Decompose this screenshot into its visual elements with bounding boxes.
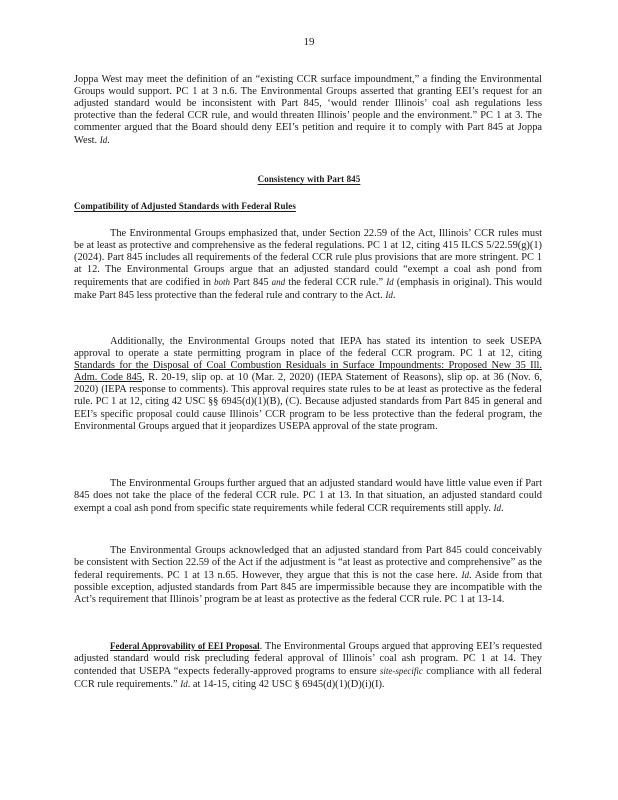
paragraph-usepa-approval [74, 336, 542, 433]
paragraph-text: . Aside from that possible exception, adjusted standards from Part 845 are impermissible because they are incompatible with the Act’s requirement that Illinois’ program be at least as protective as the federal CCR rule. PC 1 at 13-14. [74, 570, 542, 606]
subsection-heading-compatibility: Compatibility of Adjusted Standards with Federal Rules [74, 201, 296, 211]
paragraph-text: Joppa West may meet the definition of an “existing CCR surface impoundment,” a finding the Environmental Groups would support. PC 1 at 3 n.6. The Environmental Groups asserted that granting EEI’s request for an adjusted standard would be inconsistent with Part 845, ‘would render Illinois’ coal ash regulations less protective than the federal CCR rule, and would threaten Illinois’ people and the environment.” PC 1 at 3. The commenter argued that the Board should deny EEI’s petition and require it to comply with Part 845 at Joppa West. [74, 74, 542, 147]
paragraph-text: Part 845 [233, 277, 269, 289]
paragraph-text: The Environmental Groups emphasized that, under Section 22.59 of the Act, Illinois’ CCR rules must be at least as protective and comprehensive as the federal regulations. PC 1 at 12, citing 415 ILCS 5/22.59(g)(1) (2024). Part 845 includes all requirements of the federal CCR rule plus provisions that are more stringent. PC 1 at 12. The Environmental Groups argue that an adjusted standard could “exempt a coal ash pond from requirements that are codified in [74, 228, 542, 289]
paragraph-acknowledge [74, 545, 542, 606]
citation-id: Id [99, 135, 108, 146]
emphasis-and: and [271, 277, 286, 288]
citation-id: Id [461, 570, 469, 581]
inline-heading-federal-approvability: Federal Approvability of EEI Proposal [110, 641, 260, 651]
paragraph-text: the federal CCR rule.” [288, 277, 384, 289]
paragraph-little-value [74, 478, 542, 515]
citation-id: Id [385, 290, 393, 301]
section-heading-consistency: Consistency with Part 845 [257, 174, 361, 184]
rulemaking-title: Standards for the Disposal of Coal Combustion Residuals in Surface Impoundments: Proposed New 35 Ill. Adm. Code 845 [74, 360, 542, 384]
citation-id: Id [386, 277, 394, 288]
paragraph-text: , R. 20-19, slip op. at 10 (Mar. 2, 2020) (IEPA Statement of Reasons), slip op. at 36 (Nov. 6, 2020) (IEPA response to comments). This approval requires state rules to be at least as protective as the federal rule. PC 1 at 12, citing 42 USC §§ 6945(d)(1)(B), (C). Because adjusted standards from Part 845 in general and EEI’s specific proposal could cause Illinois’ CCR program to be less protective than the federal program, the Environmental Groups argued that it jeopardizes USEPA approval of the state program. [74, 372, 543, 432]
paragraph-text: . The Environmental Groups argued that approving EEI’s requested adjusted standard would risk precluding federal approval of Illinois’ coal ash program. PC 1 at 14. They contended that USEPA “expects federally-approved programs to ensure [74, 641, 542, 678]
paragraph-text: (emphasis in original). This would make Part 845 less protective than the federal rule and contrary to the Act. [74, 277, 542, 302]
punctuation: . [392, 290, 396, 302]
paragraph-text: compliance with all federal CCR rule requirements.” [74, 666, 542, 691]
emphasis-site-specific: site-specific [379, 666, 423, 677]
page-number: 19 [303, 36, 315, 48]
punctuation: . [500, 503, 504, 515]
punctuation: . [107, 135, 110, 147]
paragraph-section-22-59 [74, 228, 542, 303]
paragraph-text: The Environmental Groups further argued that an adjusted standard would have little value even if Part 845 does not take the place of the federal CCR rule. PC 1 at 13. In that situation, an adjusted standard could exempt a coal ash pond from specific state requirements while federal CCR requirements still apply. [74, 478, 542, 515]
citation-id: Id [180, 679, 188, 690]
paragraph-text: The Environmental Groups acknowledged that an adjusted standard from Part 845 could conceivably be consistent with Section 22.59 of the Act if the adjustment is “at least as protective and comprehensive” as the federal requirements. PC 1 at 13 n.65. However, they argue that this is not the case here. [74, 545, 542, 582]
paragraph-text: . at 14-15, citing 42 USC § 6945(d)(1)(D)(i)(I). [187, 679, 385, 691]
paragraph-federal-approvability [74, 640, 542, 691]
paragraph-text: Additionally, the Environmental Groups noted that IEPA has stated its intention to seek USEPA approval to operate a state permitting program in place of the federal CCR program. PC 1 at 12, citing [74, 336, 542, 360]
citation-id: Id [493, 503, 501, 514]
paragraph-joppa-west [74, 74, 542, 148]
emphasis-both: both [214, 277, 231, 288]
